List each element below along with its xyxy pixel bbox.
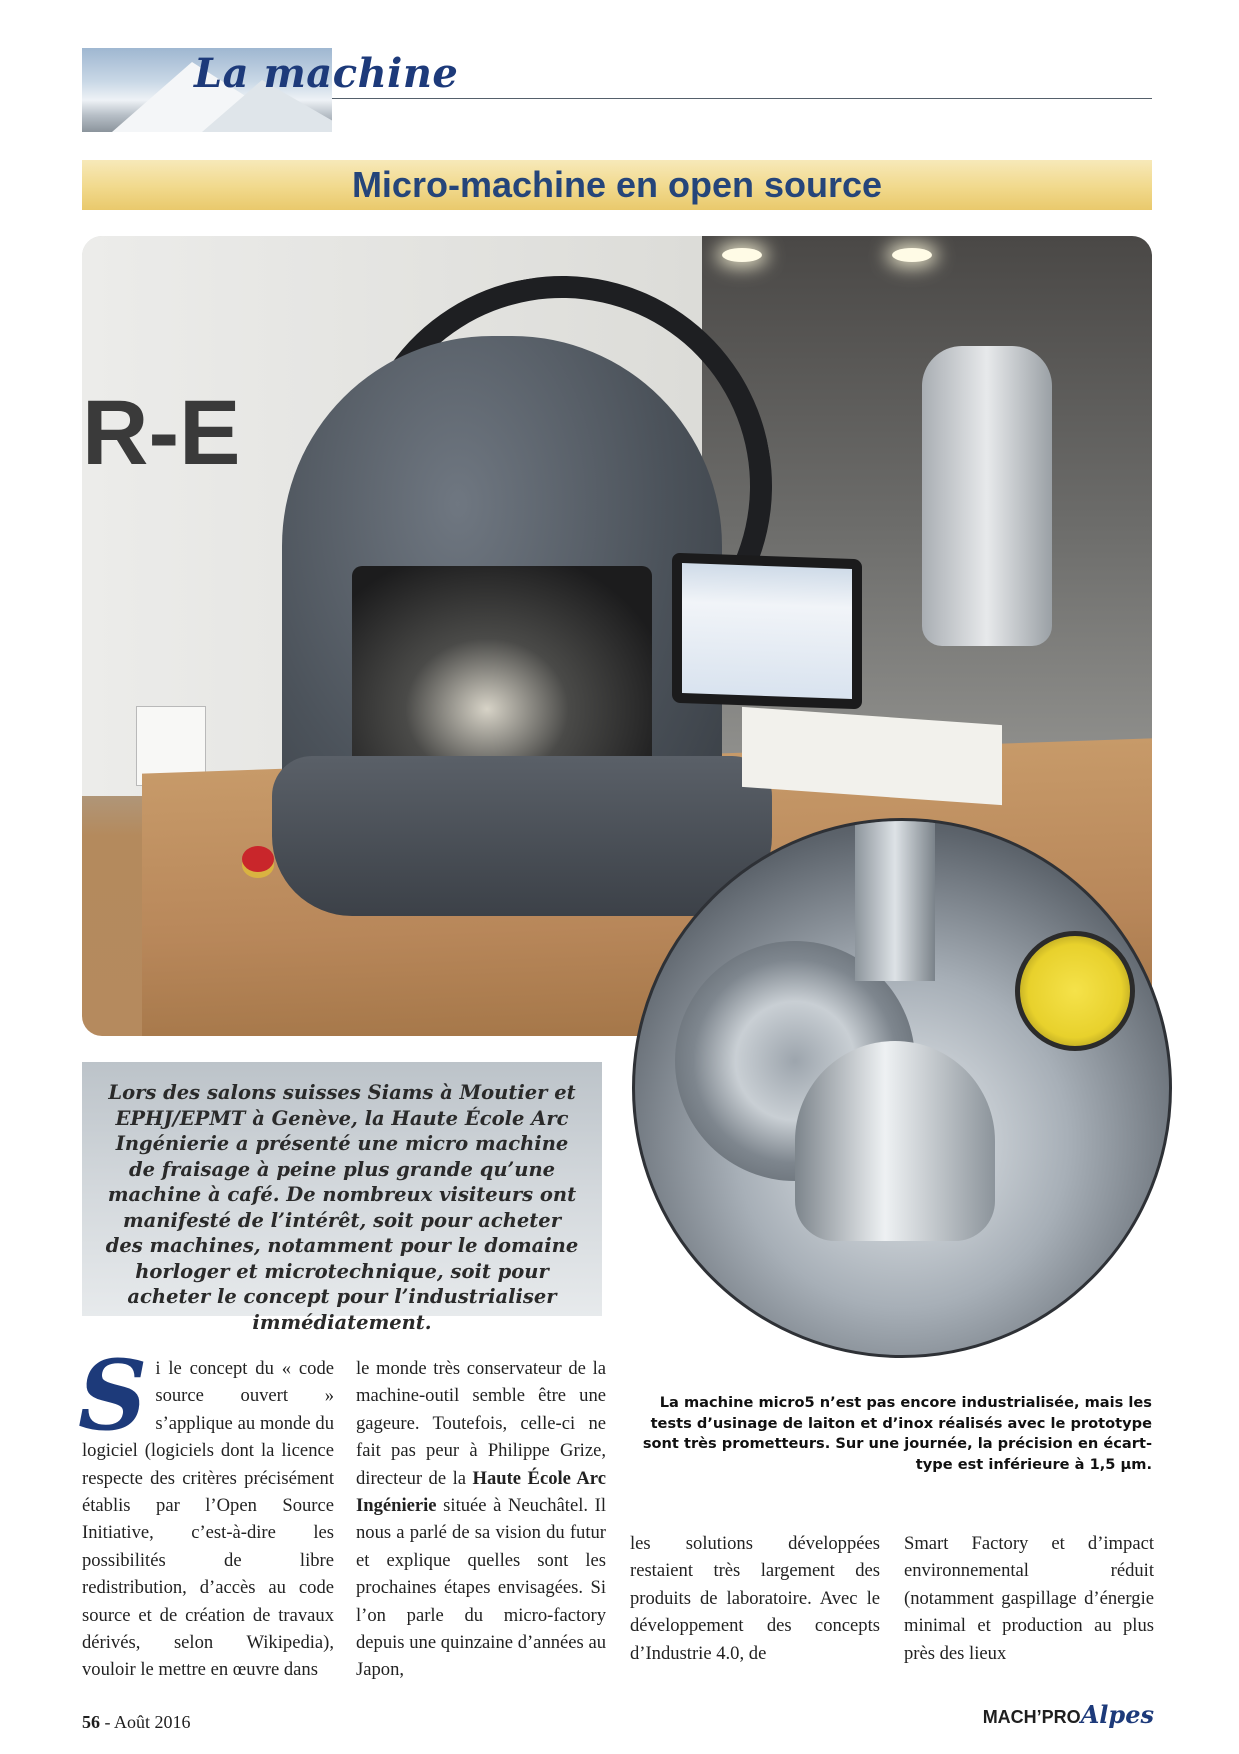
lead-box xyxy=(82,1062,602,1334)
ceiling-light xyxy=(892,248,932,262)
brand-script: Alpes xyxy=(1080,1700,1154,1729)
column-text: le monde très conservateur de la machine-outil semble être une gageure. Toutefois, celle-ci ne fait pas peur à Philippe Grize, directeur de la xyxy=(356,1358,606,1489)
robot-arm xyxy=(922,346,1052,646)
ceiling-light xyxy=(722,248,762,262)
lead-paragraph: Lors des salons suisses Siams à Moutier et EPHJ/EPMT à Genève, la Haute École Arc Ingénierie a présenté une micro machine de fraisage à peine plus grande qu’une machine à café. De nombreux visiteurs ont manifesté de l’intérêt, soit pour acheter des machines, notamment pour le domaine horloger et microtechnique, soit pour acheter le concept pour l’industrialiser immédiatement. xyxy=(105,1081,579,1334)
tablet-display xyxy=(672,553,862,710)
article-title: Micro-machine en open source xyxy=(351,164,883,205)
magazine-brand xyxy=(983,1700,1154,1729)
machine-base xyxy=(272,756,772,916)
wall-sign-text: R-E xyxy=(82,382,241,484)
body-column-4 xyxy=(904,1530,1154,1667)
institution-name: Haute École Arc Ingénierie xyxy=(356,1467,606,1517)
column-text: les solutions développées restaient très largement des produits de laboratoire. Avec le développement des concepts d’Industrie 4.0, de xyxy=(630,1533,880,1664)
dial-gauge xyxy=(1015,931,1135,1051)
column-text: i le concept du « code source ouvert » s’applique au monde du logiciel (logiciels dont la licence respecte des critères précisément établis par l’Open Source Initiative, c’est-à-dire les possibilités de libre redistribution, d’accès au code source et de création de travaux dérivés, selon Wikipedia), vouloir le mettre en œuvre dans xyxy=(82,1358,334,1681)
body-column-1 xyxy=(78,1339,334,1684)
page-footer: 56 - Août 2016 xyxy=(82,1712,191,1732)
photo-caption: La machine micro5 n’est pas encore industrialisée, mais les tests d’usinage de laiton et d’inox réalisés avec le prototype sont très prometteurs. Sur une journée, la précision en écart-type est inférieure à 1,5 µm. xyxy=(642,1394,1152,1473)
section-header xyxy=(82,48,1152,132)
body-column-3 xyxy=(630,1530,880,1667)
column-text: située à Neuchâtel. Il nous a parlé de sa vision du futur et explique quelles sont les prochaines étapes envisagées. Si l’on parle du micro-factory depuis une quinzaine d’années au Japon, xyxy=(356,1495,606,1681)
emergency-stop-button xyxy=(242,846,274,872)
issue-date: Août 2016 xyxy=(114,1712,191,1732)
brand-name: MACH’PRO xyxy=(982,1707,1081,1727)
title-banner xyxy=(82,160,1152,210)
workpiece-holder xyxy=(795,1041,995,1241)
drop-cap: S xyxy=(78,1339,148,1452)
spindle xyxy=(855,821,935,981)
page-number: 56 xyxy=(82,1712,100,1732)
section-title: La machine xyxy=(194,50,459,97)
body-column-2 xyxy=(356,1355,606,1684)
header-rule xyxy=(332,98,1152,99)
inset-closeup-photo xyxy=(632,818,1172,1358)
column-text: Smart Factory et d’impact environnemental réduit (notamment gaspillage d’énergie minimal et production au plus près des lieux xyxy=(904,1533,1154,1664)
